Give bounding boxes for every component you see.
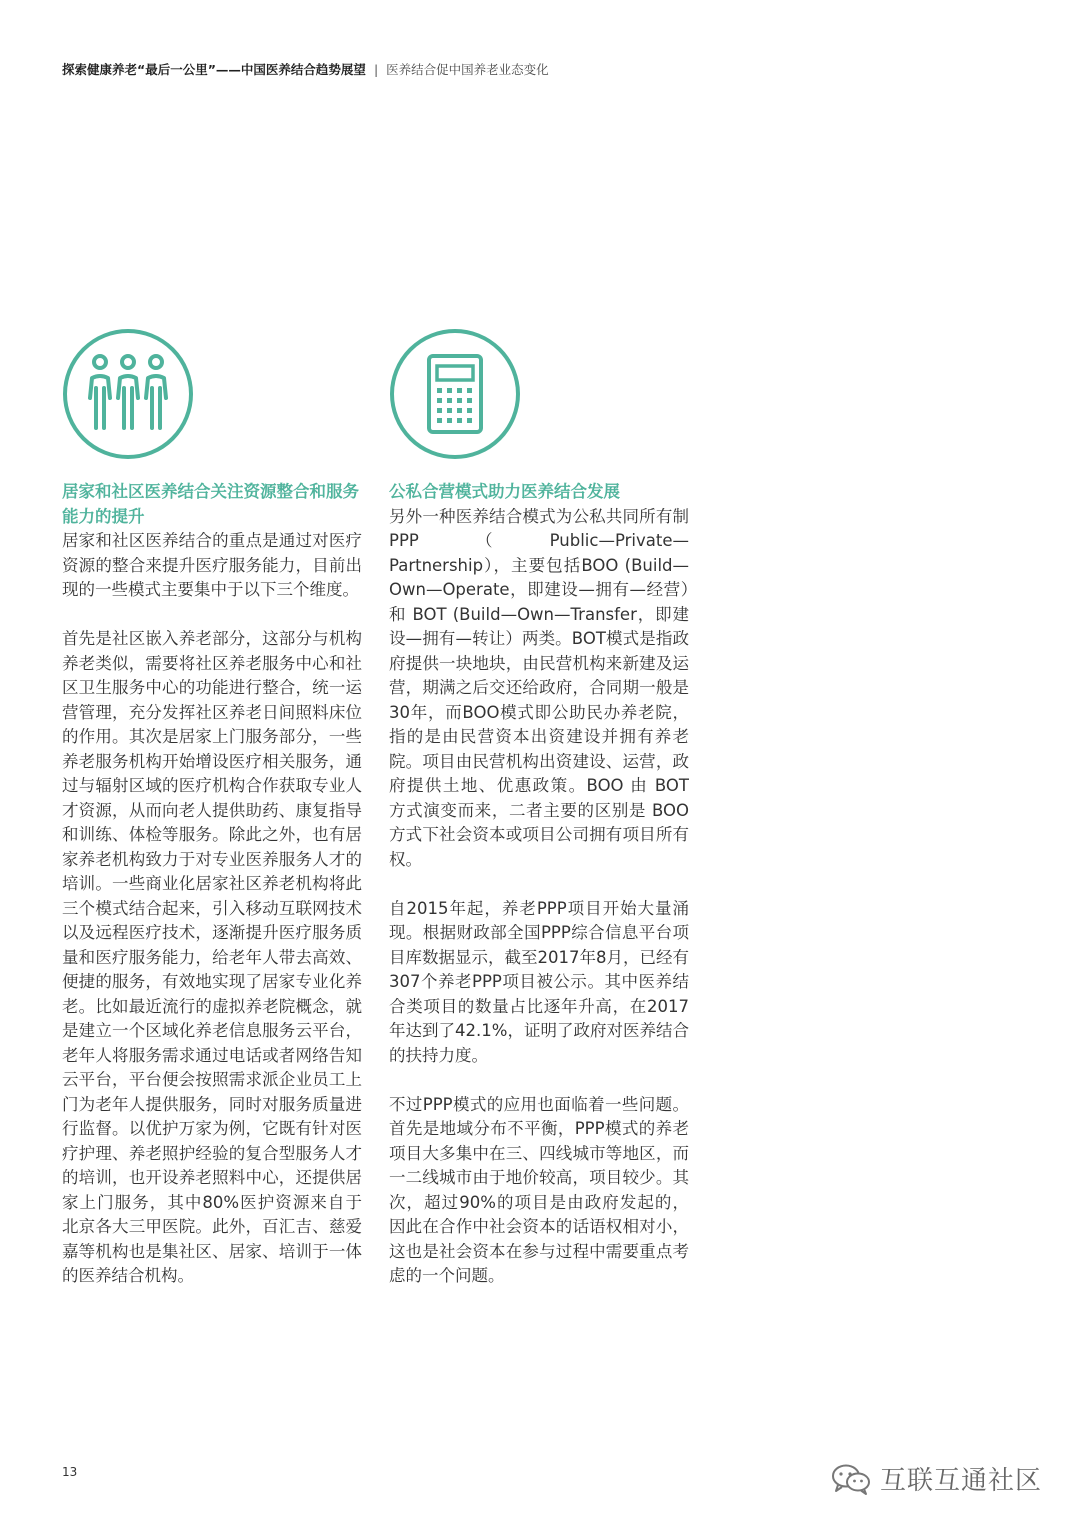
left-paragraph-2: 首先是社区嵌入养老部分，这部分与机构养老类似，需要将社区养老服务中心和社区卫生服务中心的功能进行整合，统一运营管理，充分发挥社区养老日间照料床位的作用。其次是居家上门服务部分，一些养老服务机构开始增设医疗相关服务，通过与辐射区域的医疗机构合作获取专业人才资源，从而向老人提供助药、康复指导和训练、体检等服务。除此之外，也有居家养老机构致力于对专业医养服务人才的培训。一些商业化居家社区养老机构将此三个模式结合起来，引入移动互联网技术以及远程医疗技术，逐渐提升医疗服务质量和医疗服务能力，给老年人带去高效、便捷的服务，有效地实现了居家专业化养老。比如最近流行的虚拟养老院概念，就是建立一个区域化养老信息服务云平台，老年人将服务需求通过电话或者网络告知云平台，平台便会按照需求派企业员工上门为老年人提供服务，同时对服务质量进行监督。以优护万家为例，它既有针对医疗护理、养老照护经验的复合型服务人才的培训，也开设养老照料中心，还提供居家上门服务，其中80%医护资源来自于北京各大三甲医院。此外，百汇吉、慈爱嘉等机构也是集社区、居家、培训于一体的医养结合机构。	[62, 629, 362, 1285]
page-header	[62, 60, 549, 78]
left-section-heading: 居家和社区医养结合关注资源整合和服务能力的提升	[62, 482, 359, 526]
right-column	[389, 328, 689, 1289]
right-paragraph-2: 自2015年起，养老PPP项目开始大量涌现。根据财政部全国PPP综合信息平台项目库数据显示，截至2017年8月，已经有307个养老PPP项目被公示。其中医养结合类项目的数量占比逐年升高，在2017年达到了42.1%，证明了政府对医养结合的扶持力度。	[389, 898, 689, 1065]
left-paragraph-1: 居家和社区医养结合的重点是通过对医疗资源的整合来提升医疗服务能力，目前出现的一些模式主要集中于以下三个维度。	[62, 531, 362, 599]
calculator-icon	[389, 328, 521, 460]
right-section-heading: 公私合营模式助力医养结合发展	[389, 482, 620, 501]
left-column	[62, 328, 362, 1289]
right-paragraph-1: 另外一种医养结合模式为公私共同所有制PPP（Public—Private—Partnership），主要包括BOO (Build—Own—Operate，即建设—拥有—经营）和 BOT (Build—Own—Transfer，即建设—拥有—转让）两类。BOT模式是指政府提供一块地块，由民营机构来新建及运营，期满之后交还给政府，合同期一般是30年，而BOO模式即公助民办养老院，指的是由民营资本出资建设并拥有养老院。项目由民营机构出资建设、运营，政府提供土地、优惠政策。BOO 由 BOT 方式演变而来，二者主要的区别是 BOO 方式下社会资本或项目公司拥有项目所有权。	[389, 506, 689, 869]
watermark	[830, 1460, 1042, 1497]
page-number: 13	[62, 1465, 78, 1479]
watermark-text: 互联互通社区	[879, 1466, 1042, 1496]
wechat-icon	[830, 1462, 872, 1496]
chapter-title: 医养结合促中国养老业态变化	[386, 62, 549, 77]
report-title: 探索健康养老“最后一公里”——中国医养结合趋势展望	[62, 62, 366, 77]
header-separator: |	[373, 62, 379, 77]
right-paragraph-3: 不过PPP模式的应用也面临着一些问题。首先是地域分布不平衡，PPP模式的养老项目大多集中在三、四线城市等地区，而一二线城市由于地价较高，项目较少。其次，超过90%的项目是由政府发起的，因此在合作中社会资本的话语权相对小，这也是社会资本在参与过程中需要重点考虑的一个问题。	[389, 1094, 689, 1285]
people-group-icon	[62, 328, 194, 460]
